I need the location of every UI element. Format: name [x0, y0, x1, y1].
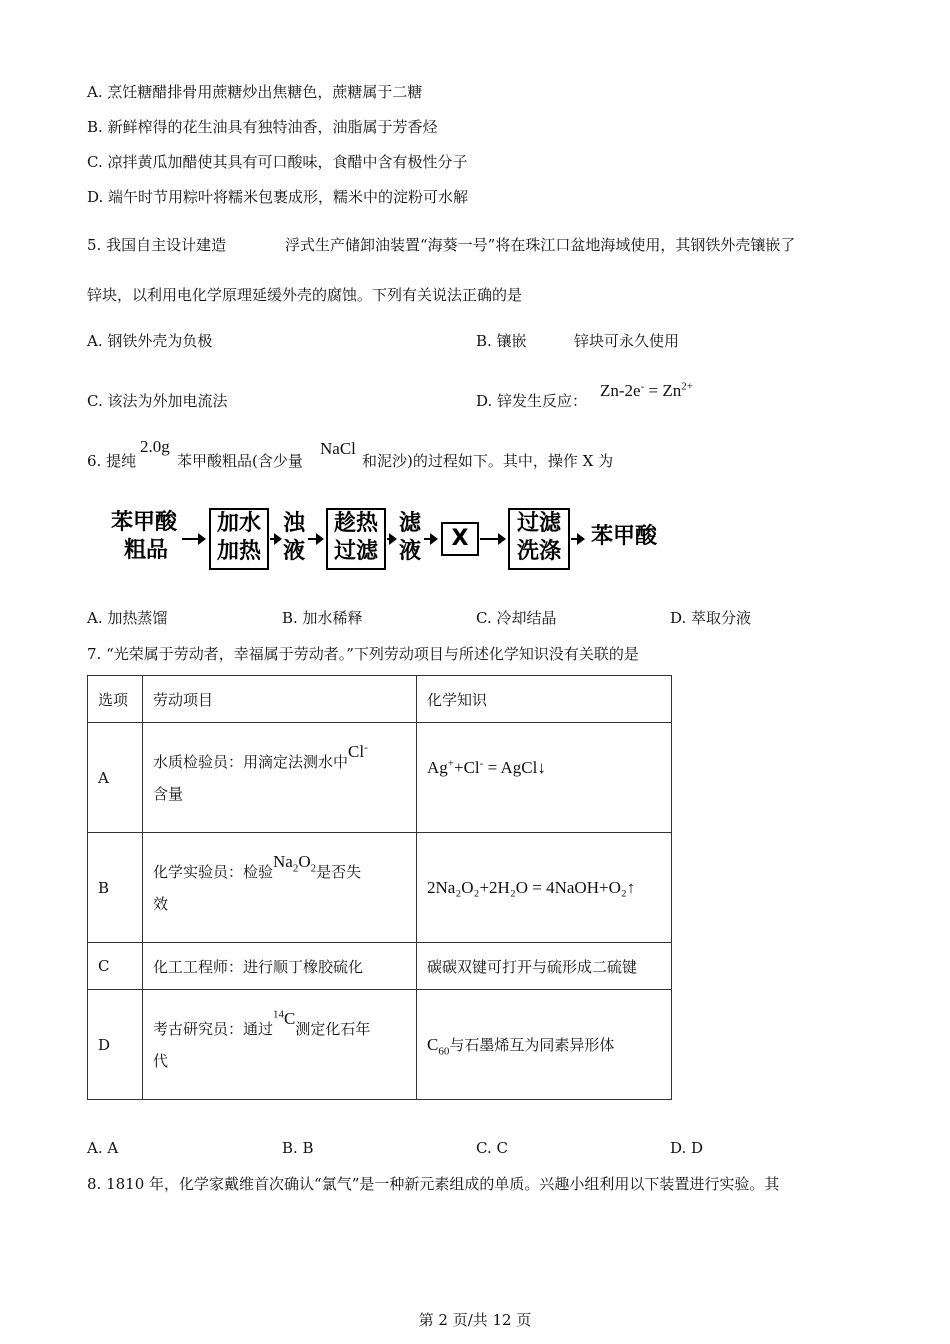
q7-option-b: B. B [282, 1139, 314, 1157]
flow-box-heat-line1: 加水 [216, 511, 261, 536]
q5-stem-part2: 浮式生产储卸油装置“海葵一号”将在珠江口盆地海域使用，其钢铁外壳镶嵌了 [285, 236, 796, 254]
q7-option-c: C. C [476, 1139, 508, 1157]
flow-box-filterwash-line2: 洗涤 [516, 539, 561, 564]
flow-mid2-line2: 液 [398, 539, 421, 564]
q4-option-a: A. 烹饪糖醋排骨用蔗糖炒出焦糖色，蔗糖属于二糖 [87, 83, 423, 101]
header-cell: 化学知识 [417, 676, 672, 723]
flow-arrow [480, 538, 504, 540]
row-label: C [88, 943, 143, 990]
q6-option-d: D. 萃取分液 [670, 609, 752, 627]
q6-mass: 2.0g [140, 437, 170, 456]
row-work: 化学实验员：检验$Na_2O_2$是否失 效 [143, 833, 417, 943]
flow-start-2: 粗品 [123, 538, 168, 563]
table-row [88, 833, 672, 943]
q7-option-a: A. A [87, 1139, 119, 1157]
header-cell: 选项 [88, 676, 143, 723]
flow-end: 苯甲酸 [590, 524, 657, 549]
table-row [88, 990, 672, 1100]
table-row [88, 943, 672, 990]
row-label: D [88, 990, 143, 1100]
q4-option-b: B. 新鲜榨得的花生油具有独特油香，油脂属于芳香烃 [87, 118, 438, 136]
q6-stem-prefix: 6. 提纯 [87, 452, 137, 470]
q7-table [87, 675, 672, 1100]
q6-nacl: NaCl [320, 439, 356, 458]
row-chem: $C_{60}$与石墨烯互为同素异形体 [417, 990, 672, 1100]
row-work: 水质检验员：用滴定法测水中Cl- 含量 [143, 723, 417, 833]
table-row [88, 723, 672, 833]
flow-mid2-line1: 滤 [398, 511, 421, 536]
flow-start-1: 苯甲酸 [110, 510, 177, 535]
row-chem: Ag++Cl- = AgCl↓ [417, 723, 672, 833]
row-work: 考古研究员：通过$^{14}$C测定化石年 代 [143, 990, 417, 1100]
flow-mid1-line2: 液 [282, 539, 305, 564]
q5-option-c: C. 该法为外加电流法 [87, 392, 228, 410]
flow-box-hotfilter-line2: 过滤 [333, 539, 378, 564]
q5-option-b-part2: 锌块可永久使用 [574, 332, 680, 350]
q6-stem-mid: 苯甲酸粗品(含少量 [177, 452, 303, 470]
q5-option-a: A. 钢铁外壳为负极 [87, 332, 213, 350]
page-footer: 第 2 页/共 12 页 [418, 1311, 532, 1329]
row-label: B [88, 833, 143, 943]
table-header-row [88, 676, 672, 723]
q5-stem-part1: 5. 我国自主设计建造 [87, 236, 227, 254]
q5-option-d: D. 锌发生反应： [476, 392, 588, 410]
q4-option-c: C. 凉拌黄瓜加醋使其具有可口酸味，食醋中含有极性分子 [87, 153, 468, 171]
row-work: 化工工程师：进行顺丁橡胶硫化 [143, 943, 417, 990]
q6-option-c: C. 冷却结晶 [476, 609, 557, 627]
q6-stem-suffix: 和泥沙)的过程如下。其中，操作 X 为 [362, 452, 614, 470]
flow-arrow [308, 538, 322, 540]
row-chem: 2Na₂O₂+2H₂O = 4NaOH+O₂↑ [417, 833, 672, 943]
flow-box-filterwash-line1: 过滤 [516, 511, 561, 536]
flow-arrow [387, 538, 395, 540]
flow-arrow [571, 538, 583, 540]
q6-flow-diagram [108, 506, 668, 572]
row-label: A [88, 723, 143, 833]
flow-arrow [424, 538, 436, 540]
q8-stem: 8. 1810 年，化学家戴维首次确认“氯气”是一种新元素组成的单质。兴趣小组利用以下装置进行实验。其 [87, 1175, 780, 1193]
q5-stem-line2: 锌块，以利用电化学原理延缓外壳的腐蚀。下列有关说法正确的是 [87, 286, 523, 304]
q6-option-a: A. 加热蒸馏 [87, 609, 168, 627]
flow-mid1-line1: 浊 [282, 511, 305, 536]
q7-option-d: D. D [670, 1139, 704, 1157]
q4-option-d: D. 端午时节用粽叶将糯米包裹成形，糯米中的淀粉可水解 [87, 188, 469, 206]
flow-box-hotfilter-line1: 趁热 [333, 511, 378, 536]
q5-option-d-formula: $Zn-2e^- = Zn^{2+}$ [600, 380, 693, 400]
q6-option-b: B. 加水稀释 [282, 609, 363, 627]
q5-option-b-part1: B. 镶嵌 [476, 332, 527, 350]
flow-box-x-label: X [451, 526, 469, 551]
header-cell: 劳动项目 [143, 676, 417, 723]
row-chem: 碳碳双键可打开与硫形成二硫键 [417, 943, 672, 990]
flow-arrow [270, 538, 280, 540]
flow-box-heat-line2: 加热 [216, 539, 261, 564]
q7-stem: 7. “光荣属于劳动者，幸福属于劳动者。”下列劳动项目与所述化学知识没有关联的是 [87, 645, 639, 663]
flow-arrow [182, 538, 204, 540]
